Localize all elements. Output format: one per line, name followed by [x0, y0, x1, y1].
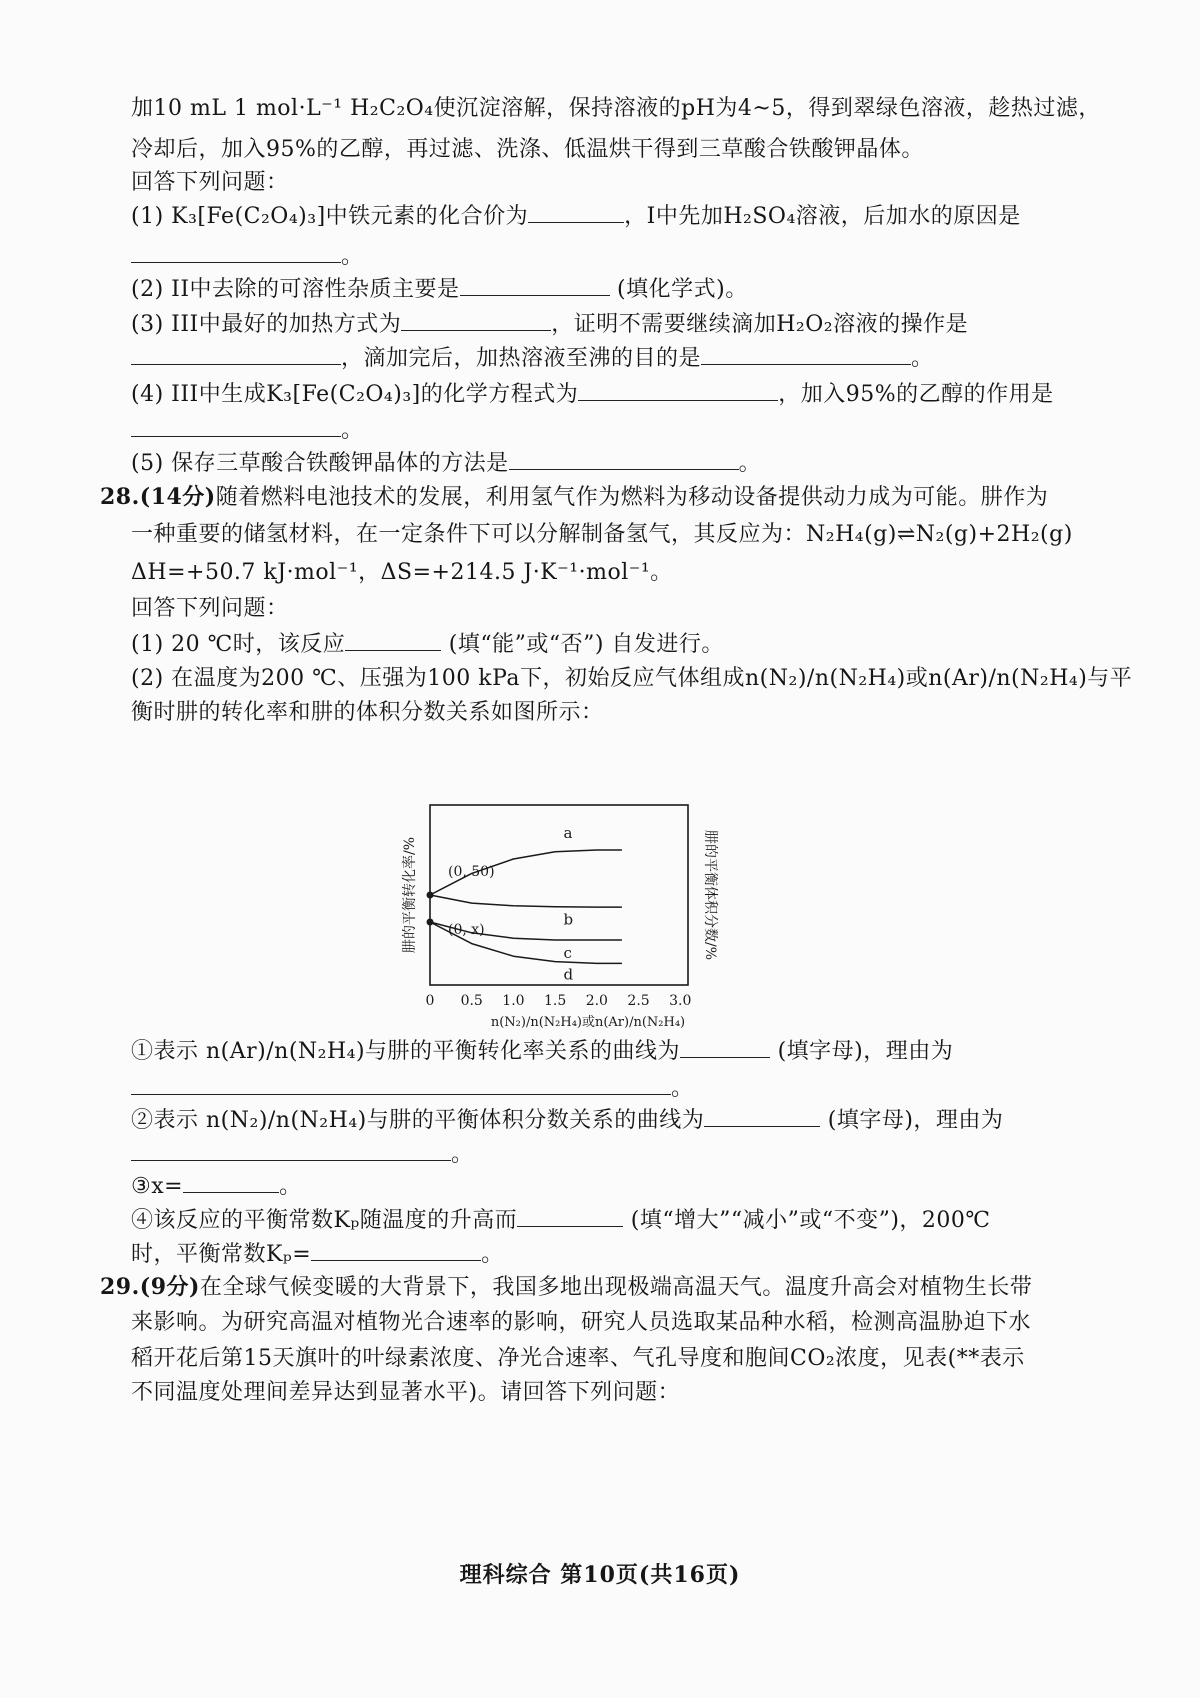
q28-line-1	[100, 482, 1048, 513]
answer-blank[interactable]	[517, 1204, 623, 1227]
curve-label-b: b	[563, 910, 574, 929]
q27-part2	[131, 273, 748, 305]
period: 。	[911, 346, 934, 371]
q27-part1-text-2: ，I中先加H₂SO₄溶液，后加水的原因是	[624, 204, 1021, 229]
x-tick-label: 3.0	[669, 993, 692, 1009]
x-tick-label: 2.5	[627, 993, 650, 1009]
q27-part2-text: (2) II中去除的可溶性杂质主要是	[131, 277, 460, 302]
curve-b	[430, 895, 622, 907]
q27-part5	[131, 447, 761, 479]
intro-line-2: 冷却后，加入95%的乙醇，再过滤、洗涤、低温烘干得到三草酸合铁酸钾晶体。	[131, 137, 924, 162]
answer-prompt: 回答下列问题：	[131, 596, 289, 621]
q28-part1	[131, 628, 724, 660]
annotation-0-50: (0, 50)	[448, 864, 495, 880]
q28-sub2-text-2: (填字母)，理由为	[827, 1108, 1004, 1133]
q27-part3	[131, 308, 968, 340]
period: 。	[671, 1076, 694, 1101]
q27-part2-text-2: (填化学式)。	[617, 277, 748, 302]
q27-part3-text: (3) III中最好的加热方式为	[131, 312, 402, 337]
q28-sub3-text: ③x=	[131, 1174, 184, 1199]
q28-sub4	[131, 1204, 991, 1236]
x-axis-label: n(N₂)/n(N₂H₄)或n(Ar)/n(N₂H₄)	[490, 1015, 686, 1030]
start-point	[427, 892, 434, 899]
curve-label-a: a	[563, 823, 573, 842]
q28-sub4-cont	[131, 1238, 504, 1270]
q27-part1-cont	[131, 240, 364, 272]
equilibrium-chart	[400, 800, 720, 1034]
q27-part3-cont	[131, 342, 934, 374]
chart-svg	[400, 800, 720, 1030]
q27-part1-text: (1) K₃[Fe(C₂O₄)₃]中铁元素的化合价为	[131, 204, 529, 229]
q29-line-4: 不同温度处理间差异达到显著水平)。请回答下列问题：	[131, 1380, 681, 1405]
answer-prompt: 回答下列问题：	[131, 170, 289, 195]
answer-blank[interactable]	[131, 342, 341, 365]
q28-sub4-text: ④该反应的平衡常数Kₚ随温度的升高而	[131, 1208, 518, 1233]
plot-frame	[430, 805, 688, 985]
q28-text: 随着燃料电池技术的发展，利用氢气作为燃料为移动设备提供动力成为可能。肼作为	[215, 485, 1049, 510]
q28-sub4-text-3: 时，平衡常数Kₚ=	[131, 1242, 312, 1267]
q27-part3-text-2: ，证明不需要继续滴加H₂O₂溶液的操作是	[551, 312, 969, 337]
q27-part4	[131, 378, 1054, 410]
question-score: (9分)	[139, 1274, 200, 1300]
x-tick-label: 1.0	[502, 993, 525, 1009]
answer-blank[interactable]	[345, 628, 441, 651]
intro-line-1: 加10 mL 1 mol·L⁻¹ H₂C₂O₄使沉淀溶解，保持溶液的pH为4~5，得到翠绿色溶液，趁热过滤，	[131, 96, 1101, 121]
start-point	[427, 919, 434, 926]
period: 。	[451, 1142, 474, 1167]
q27-part4-text: (4) III中生成K₃[Fe(C₂O₄)₃]的化学方程式为	[131, 382, 579, 407]
q29-line-2: 来影响。为研究高温对植物光合速率的影响，研究人员选取某品种水稻，检测高温胁迫下水	[131, 1310, 1032, 1335]
answer-blank[interactable]	[131, 1072, 671, 1095]
q28-sub1	[131, 1035, 953, 1067]
q28-sub1-cont	[131, 1072, 694, 1104]
q28-sub1-text: ①表示 n(Ar)/n(N₂H₄)与肼的平衡转化率关系的曲线为	[131, 1039, 681, 1064]
answer-blank[interactable]	[680, 1035, 770, 1058]
y-axis-right-label: 肼的平衡体积分数/%	[702, 829, 718, 961]
period: 。	[341, 418, 364, 443]
thermo-values: ΔH=+50.7 kJ·mol⁻¹，ΔS=+214.5 J·K⁻¹·mol⁻¹。	[131, 560, 673, 585]
q28-line-2	[131, 520, 1073, 550]
curve-label-c: c	[563, 944, 572, 962]
q28-sub3	[131, 1170, 302, 1202]
annotation-0-x: (0, x)	[448, 922, 485, 938]
answer-blank[interactable]	[131, 240, 341, 263]
q28-part1-text: (1) 20 ℃时，该反应	[131, 632, 346, 657]
answer-blank[interactable]	[578, 378, 778, 401]
answer-blank[interactable]	[183, 1170, 279, 1193]
period: 。	[738, 451, 762, 476]
period: 。	[341, 244, 364, 269]
q28-part2: (2) 在温度为200 ℃、压强为100 kPa下，初始反应气体组成n(N₂)/n(N₂H₄)或n(Ar)/n(N₂H₄)与平	[131, 666, 1133, 691]
x-tick-label: 0	[425, 993, 435, 1009]
q28-part1-text-2: (填“能”或“否”) 自发进行。	[448, 632, 724, 657]
q28-sub2-text: ②表示 n(N₂)/n(N₂H₄)与肼的平衡体积分数关系的曲线为	[131, 1108, 705, 1133]
answer-blank[interactable]	[528, 200, 624, 223]
q28-sub4-text-2: (填“增大”“减小”或“不变”)，200℃	[630, 1208, 991, 1233]
question-score: (14分)	[139, 484, 216, 510]
period: 。	[481, 1242, 504, 1267]
answer-blank[interactable]	[401, 308, 551, 331]
q29-line-3: 稻开花后第15天旗叶的叶绿素浓度、净光合速率、气孔导度和胞间CO₂浓度，见表(**表示	[131, 1346, 1025, 1371]
y-axis-left-label: 肼的平衡转化率/%	[402, 836, 418, 954]
answer-blank[interactable]	[131, 414, 341, 437]
q27-part5-text: (5) 保存三草酸合铁酸钾晶体的方法是	[131, 451, 509, 476]
x-tick-label: 0.5	[460, 993, 483, 1009]
q28-sub1-text-2: (填字母)，理由为	[777, 1039, 954, 1064]
q27-part4-cont	[131, 414, 364, 446]
answer-blank[interactable]	[701, 342, 911, 365]
q27-part4-text-2: ，加入95%的乙醇的作用是	[778, 382, 1054, 407]
q28-sub2-cont	[131, 1138, 474, 1170]
q28-part2-cont: 衡时肼的转化率和肼的体积分数关系如图所示：	[131, 700, 604, 725]
curve-label-d: d	[563, 965, 574, 984]
page-footer: 理科综合 第10页(共16页)	[459, 1562, 741, 1588]
q27-part3-text-3: ，滴加完后，加热溶液至沸的目的是	[341, 346, 702, 371]
answer-blank[interactable]	[311, 1238, 481, 1261]
q28-sub2	[131, 1104, 1003, 1136]
question-number: 28.	[100, 484, 140, 510]
reaction-equation: N₂H₄(g)⇌N₂(g)+2H₂(g)	[806, 522, 1073, 547]
answer-blank[interactable]	[509, 447, 739, 470]
question-number: 29.	[100, 1274, 140, 1300]
answer-blank[interactable]	[704, 1104, 820, 1127]
answer-blank[interactable]	[460, 273, 610, 296]
q28-text: 一种重要的储氢材料，在一定条件下可以分解制备氢气，其反应为：	[131, 522, 807, 547]
x-tick-label: 2.0	[585, 993, 608, 1009]
x-tick-label: 1.5	[543, 993, 567, 1009]
q29-line-1	[100, 1272, 1032, 1303]
answer-blank[interactable]	[131, 1138, 451, 1161]
q29-text: 在全球气候变暖的大背景下，我国多地出现极端高温天气。温度升高会对植物生长带	[199, 1275, 1033, 1300]
q27-part1	[131, 200, 1021, 232]
period: 。	[279, 1174, 302, 1199]
